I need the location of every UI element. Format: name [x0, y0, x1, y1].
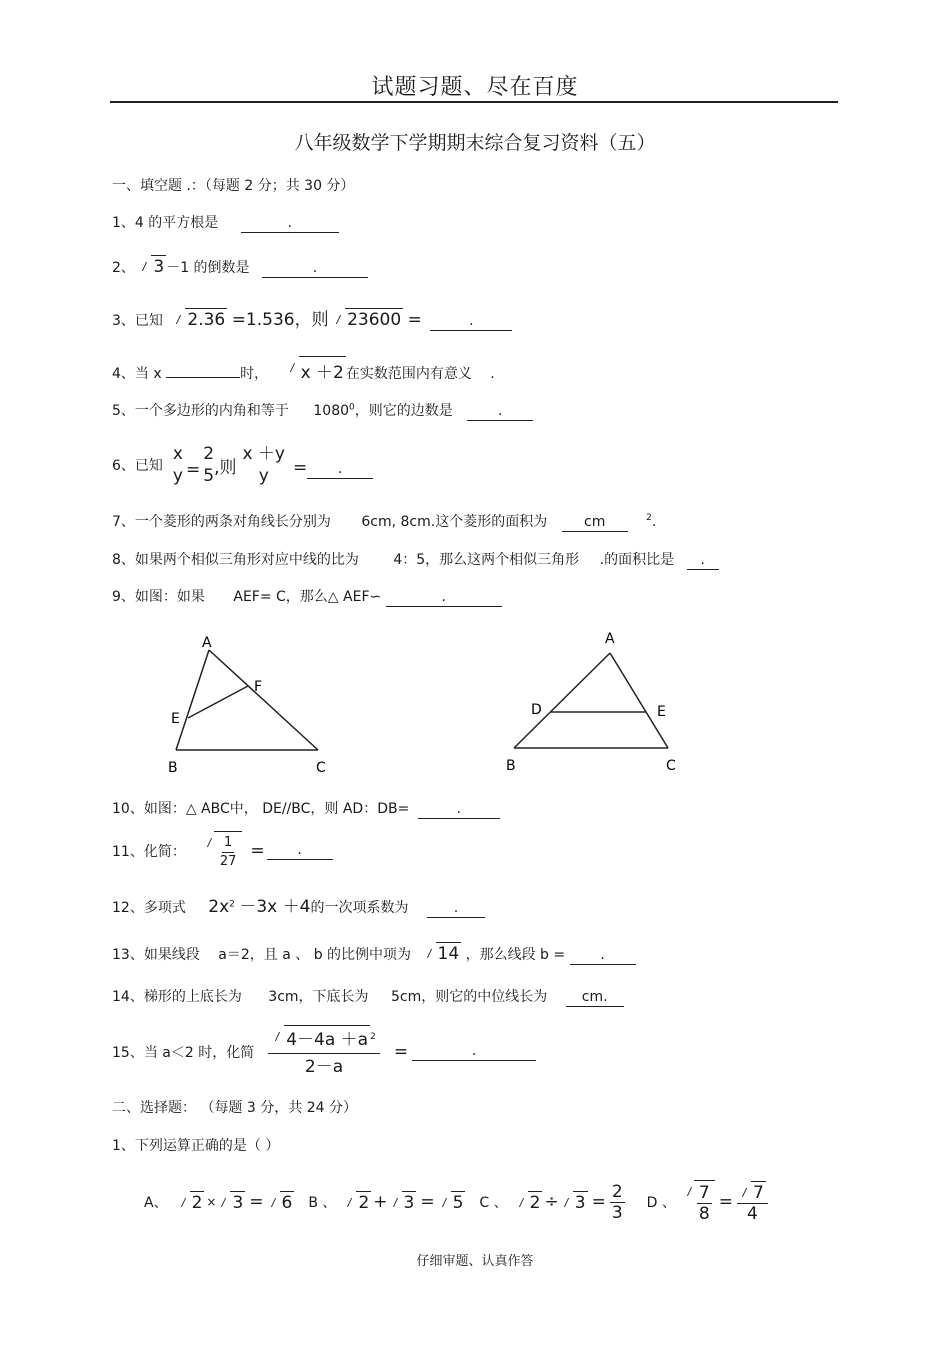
fraction-2-over-5: 2 5 [203, 444, 215, 486]
fraction-x-over-y: x y [172, 444, 183, 486]
label-E: E [657, 704, 666, 720]
question-3: 3、已知 2.36 =1.536，则 23600 = . [112, 305, 512, 331]
question-15: 15、当 a＜2 时，化简 $\frac{4-4a +a ^2}{2-a}$ = . [112, 1024, 536, 1080]
answer-blank-5[interactable]: . [467, 403, 533, 421]
sqrt-expression: 14 [424, 942, 462, 964]
answer-blank-10[interactable]: . [418, 801, 500, 819]
side-ab [514, 653, 610, 748]
section-fill-blank: 一、填空题 .：（每题 2 分；共 30 分） [112, 178, 355, 194]
page-header: 试题习题、尽在百度 [371, 75, 579, 100]
label-C: C [316, 760, 326, 776]
question-1: 1、4 的平方根是 . [112, 212, 339, 233]
answer-blank-2[interactable]: . [262, 260, 368, 278]
document-title: 八年级数学下学期期末综合复习资料（五） [294, 132, 656, 154]
option-b[interactable]: B 、 2 + 3 = 5 [308, 1192, 464, 1213]
option-a[interactable]: A、 2 × 3 = 6 [144, 1192, 293, 1213]
sqrt-expression: x ＋2 [287, 356, 346, 383]
answer-blank-1[interactable]: . [241, 215, 339, 233]
question-14: 14、梯形的上底长为 3cm，下底长为 5cm，则它的中位线长为 cm. [112, 986, 624, 1007]
answer-blank-11[interactable]: . [267, 842, 333, 860]
question-12: 12、多项式 $2x^2 -3x +4$的一次项系数为 . [112, 892, 485, 918]
segment-ef [188, 686, 248, 718]
side-ac [610, 653, 668, 748]
option-c[interactable]: C 、 2 ÷ 3 = $\frac{2}{3}$ [479, 1181, 623, 1223]
question-11: 11、化简： $\frac{1}{27}$ = . [112, 828, 333, 874]
answer-blank-8[interactable]: . [687, 552, 719, 570]
label-B: B [168, 760, 178, 776]
fraction-xy-over-y: x ＋y y [242, 444, 285, 486]
label-D: D [531, 702, 542, 718]
sqrt-fraction: $\frac{1}{27}$ [204, 831, 243, 871]
answer-blank-13[interactable]: . [570, 947, 636, 965]
question-8: 8、如果两个相似三角形对应中线的比为 4：5，那么这两个相似三角形 .的面积比是 . [112, 549, 719, 570]
answer-blank-12[interactable]: . [427, 900, 485, 918]
question-6: 6、已知 x y = 2 5 ,则 x ＋y y = . [112, 440, 373, 490]
question-7: 7、一个菱形的两条对角线长分别为 6cm, 8cm.这个菱形的面积为 cm $^2$. [112, 513, 657, 530]
times-sign: × [206, 1195, 217, 1209]
page-footer: 仔细审题、认真作答 [416, 1254, 534, 1269]
answer-blank-7[interactable]: cm [562, 514, 628, 532]
answer-blank-6[interactable]: . [307, 461, 373, 479]
question-13: 13、如果线段 a＝2，且 a 、 b 的比例中项为 14 ，那么线段 b = . [112, 942, 636, 965]
answer-blank-4[interactable] [166, 360, 240, 378]
label-E: E [171, 711, 180, 727]
sqrt-expression: 23600 [333, 308, 403, 330]
choice-question-1: 1、下列运算正确的是（ ） [112, 1138, 280, 1154]
choice-options [144, 1172, 768, 1232]
section-multiple-choice: 二、选择题： （每题 3 分，共 24 分） [112, 1100, 357, 1116]
header-rule [110, 101, 838, 103]
question-2: 2、 3 －1 的倒数是 . [112, 255, 368, 278]
question-10: 10、如图：△ ABC中， DE//BC，则 AD：DB= . [112, 798, 500, 819]
answer-blank-9[interactable]: . [386, 589, 502, 607]
figure-triangle-aef [160, 628, 340, 778]
question-4: 4、当 x 时， x ＋2 在实数范围内有意义 . [112, 356, 495, 383]
label-B: B [506, 758, 516, 774]
question-9: 9、如图：如果 AEF= C，那么△ AEF∽ . [112, 586, 502, 607]
sqrt-expression: 2.36 [173, 308, 227, 330]
answer-blank-3[interactable]: . [430, 313, 512, 331]
figure-triangle-de-parallel-bc [500, 624, 690, 776]
answer-blank-15[interactable]: . [412, 1043, 536, 1061]
label-F: F [254, 679, 263, 695]
side-ab [176, 650, 209, 750]
fraction-radical-expression: $\frac{4-4a +a ^2}{2-a}$ [268, 1024, 380, 1081]
option-d[interactable]: D 、 $\frac{7}{8}$ = $\frac{7}{4}$ [647, 1180, 768, 1224]
label-A: A [202, 635, 212, 651]
sqrt-expression: 3 [139, 255, 166, 277]
label-C: C [666, 758, 676, 774]
question-5: 5、一个多边形的内角和等于 1080$^0$，则它的边数是 . [112, 400, 533, 421]
answer-blank-14[interactable]: cm. [566, 989, 624, 1007]
label-A: A [605, 631, 615, 647]
side-ac [209, 650, 318, 750]
